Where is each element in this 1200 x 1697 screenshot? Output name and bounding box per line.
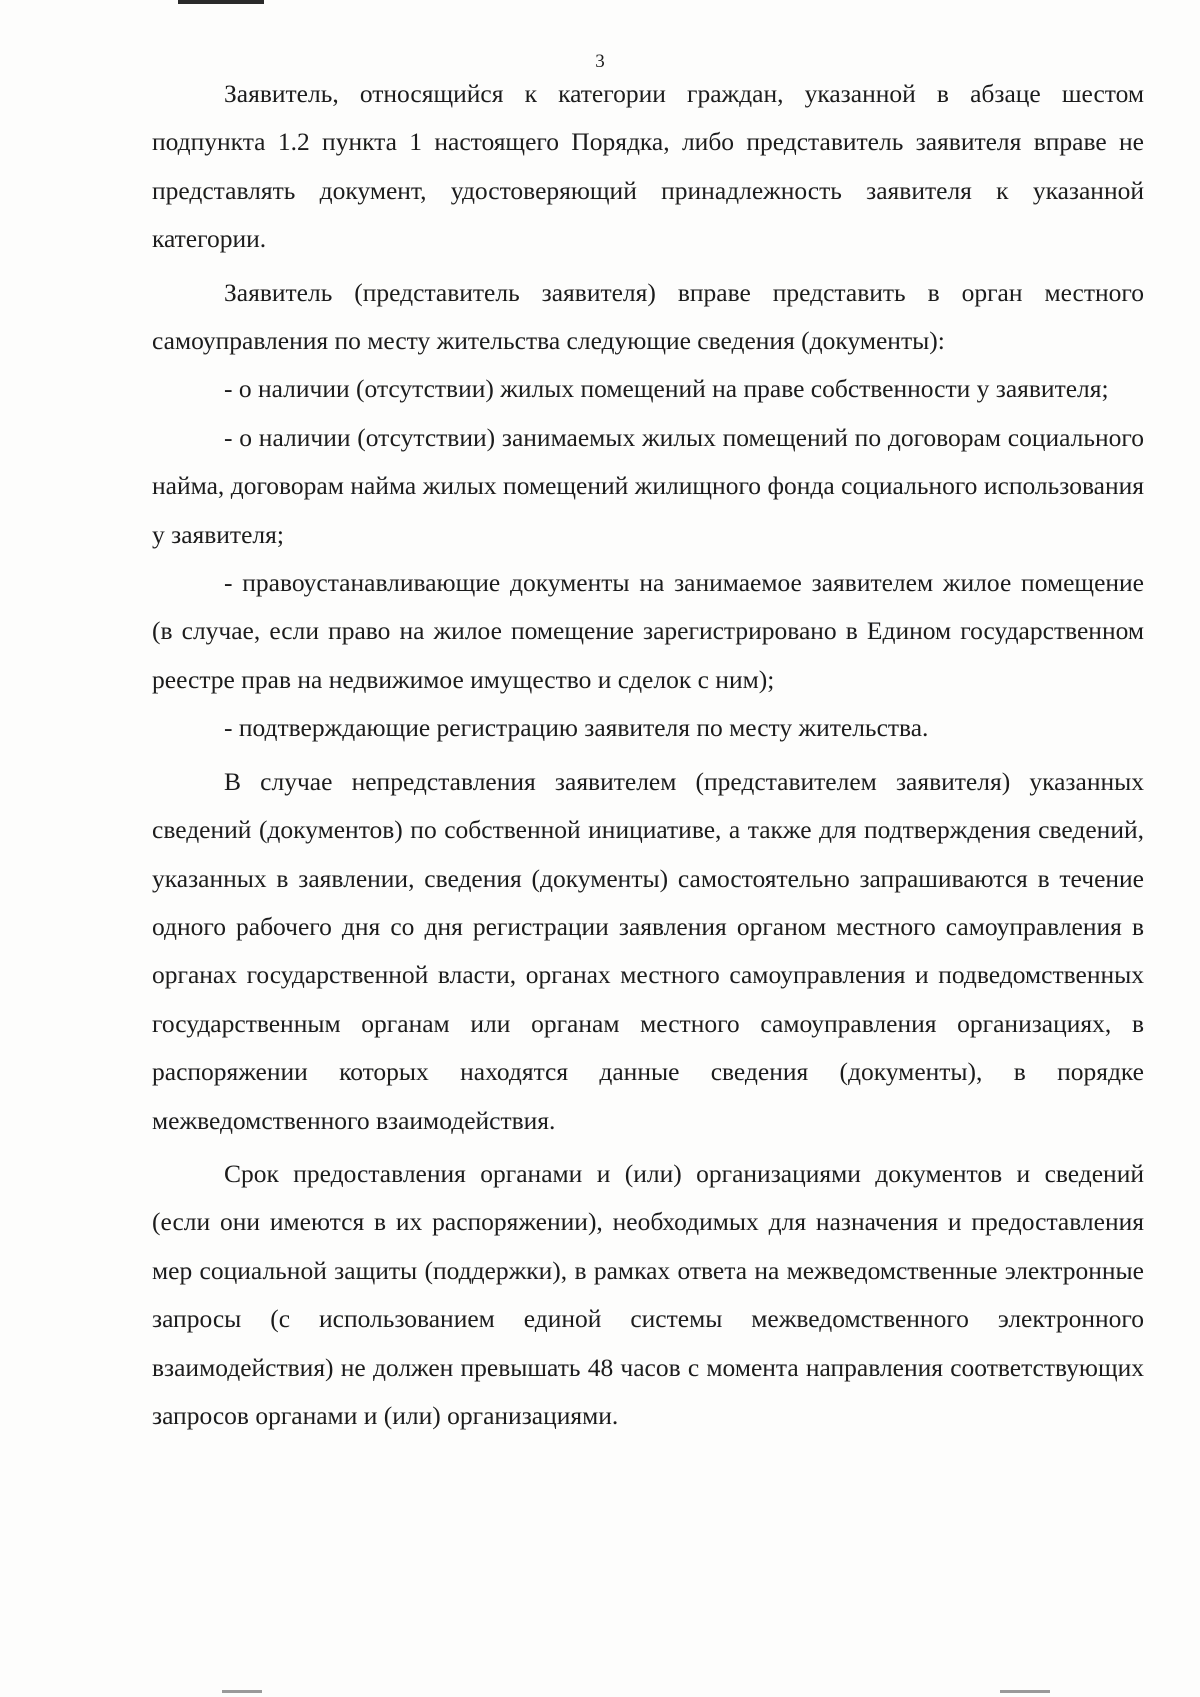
list-item-title-documents: - правоустанавливающие документы на занимаемое заявителем жилое помещение (в случае, если право на жилое помещение зарегистрировано в Едином государственном реестре прав на недвижимое имущество и сделок с ним); [152,568,1144,694]
scan-artifact [222,1690,262,1693]
list-item-ownership: - о наличии (отсутствии) жилых помещений на праве собственности у заявителя; [224,374,1109,404]
list-item-social-rent: - о наличии (отсутствии) занимаемых жилых помещений по договорам социального найма, договорам найма жилых помещений жилищного фонда социального использования у заявителя; [152,422,1144,549]
scan-artifact [1000,1690,1050,1693]
paragraph-applicant-category: Заявитель, относящийся к категории граждан, указанной в абзаце шестом подпункта 1.2 пункта 1 настоящего Порядка, либо представитель заявителя вправе не представлять документ, удостоверяющий принадлежность заявителя к указанной категории. [152,79,1144,254]
top-edge-mark [178,0,264,4]
document-body [152,70,1144,1440]
list-item-registration: - подтверждающие регистрацию заявителя по месту жительства. [224,713,929,743]
page-number: 3 [595,51,605,72]
paragraph-interagency-request: В случае непредставления заявителем (представителем заявителя) указанных сведений (документов) по собственной инициативе, а также для подтверждения сведений, указанных в заявлении, сведения (документы) самостоятельно запрашиваются в течение одного рабочего дня со дня регистрации заявления органом местного самоуправления в органах государственной власти, органах местного самоуправления и подведомственных государственным органам или органам местного самоуправления организациях, в распоряжении которых находятся данные сведения (документы), в порядке межведомственного взаимодействия. [152,766,1144,1135]
paragraph-response-deadline: Срок предоставления органами и (или) организациями документов и сведений (если они имеются в их распоряжении), необходимых для назначения и предоставления мер социальной защиты (поддержки), в рамках ответа на межведомственные электронные запросы (с использованием единой системы межведомственного электронного взаимодействия) не должен превышать 48 часов с момента направления соответствующих запросов органами и (или) организациями. [152,1158,1144,1430]
paragraph-right-to-submit: Заявитель (представитель заявителя) вправе представить в орган местного самоуправления по месту жительства следующие сведения (документы): [152,277,1144,356]
